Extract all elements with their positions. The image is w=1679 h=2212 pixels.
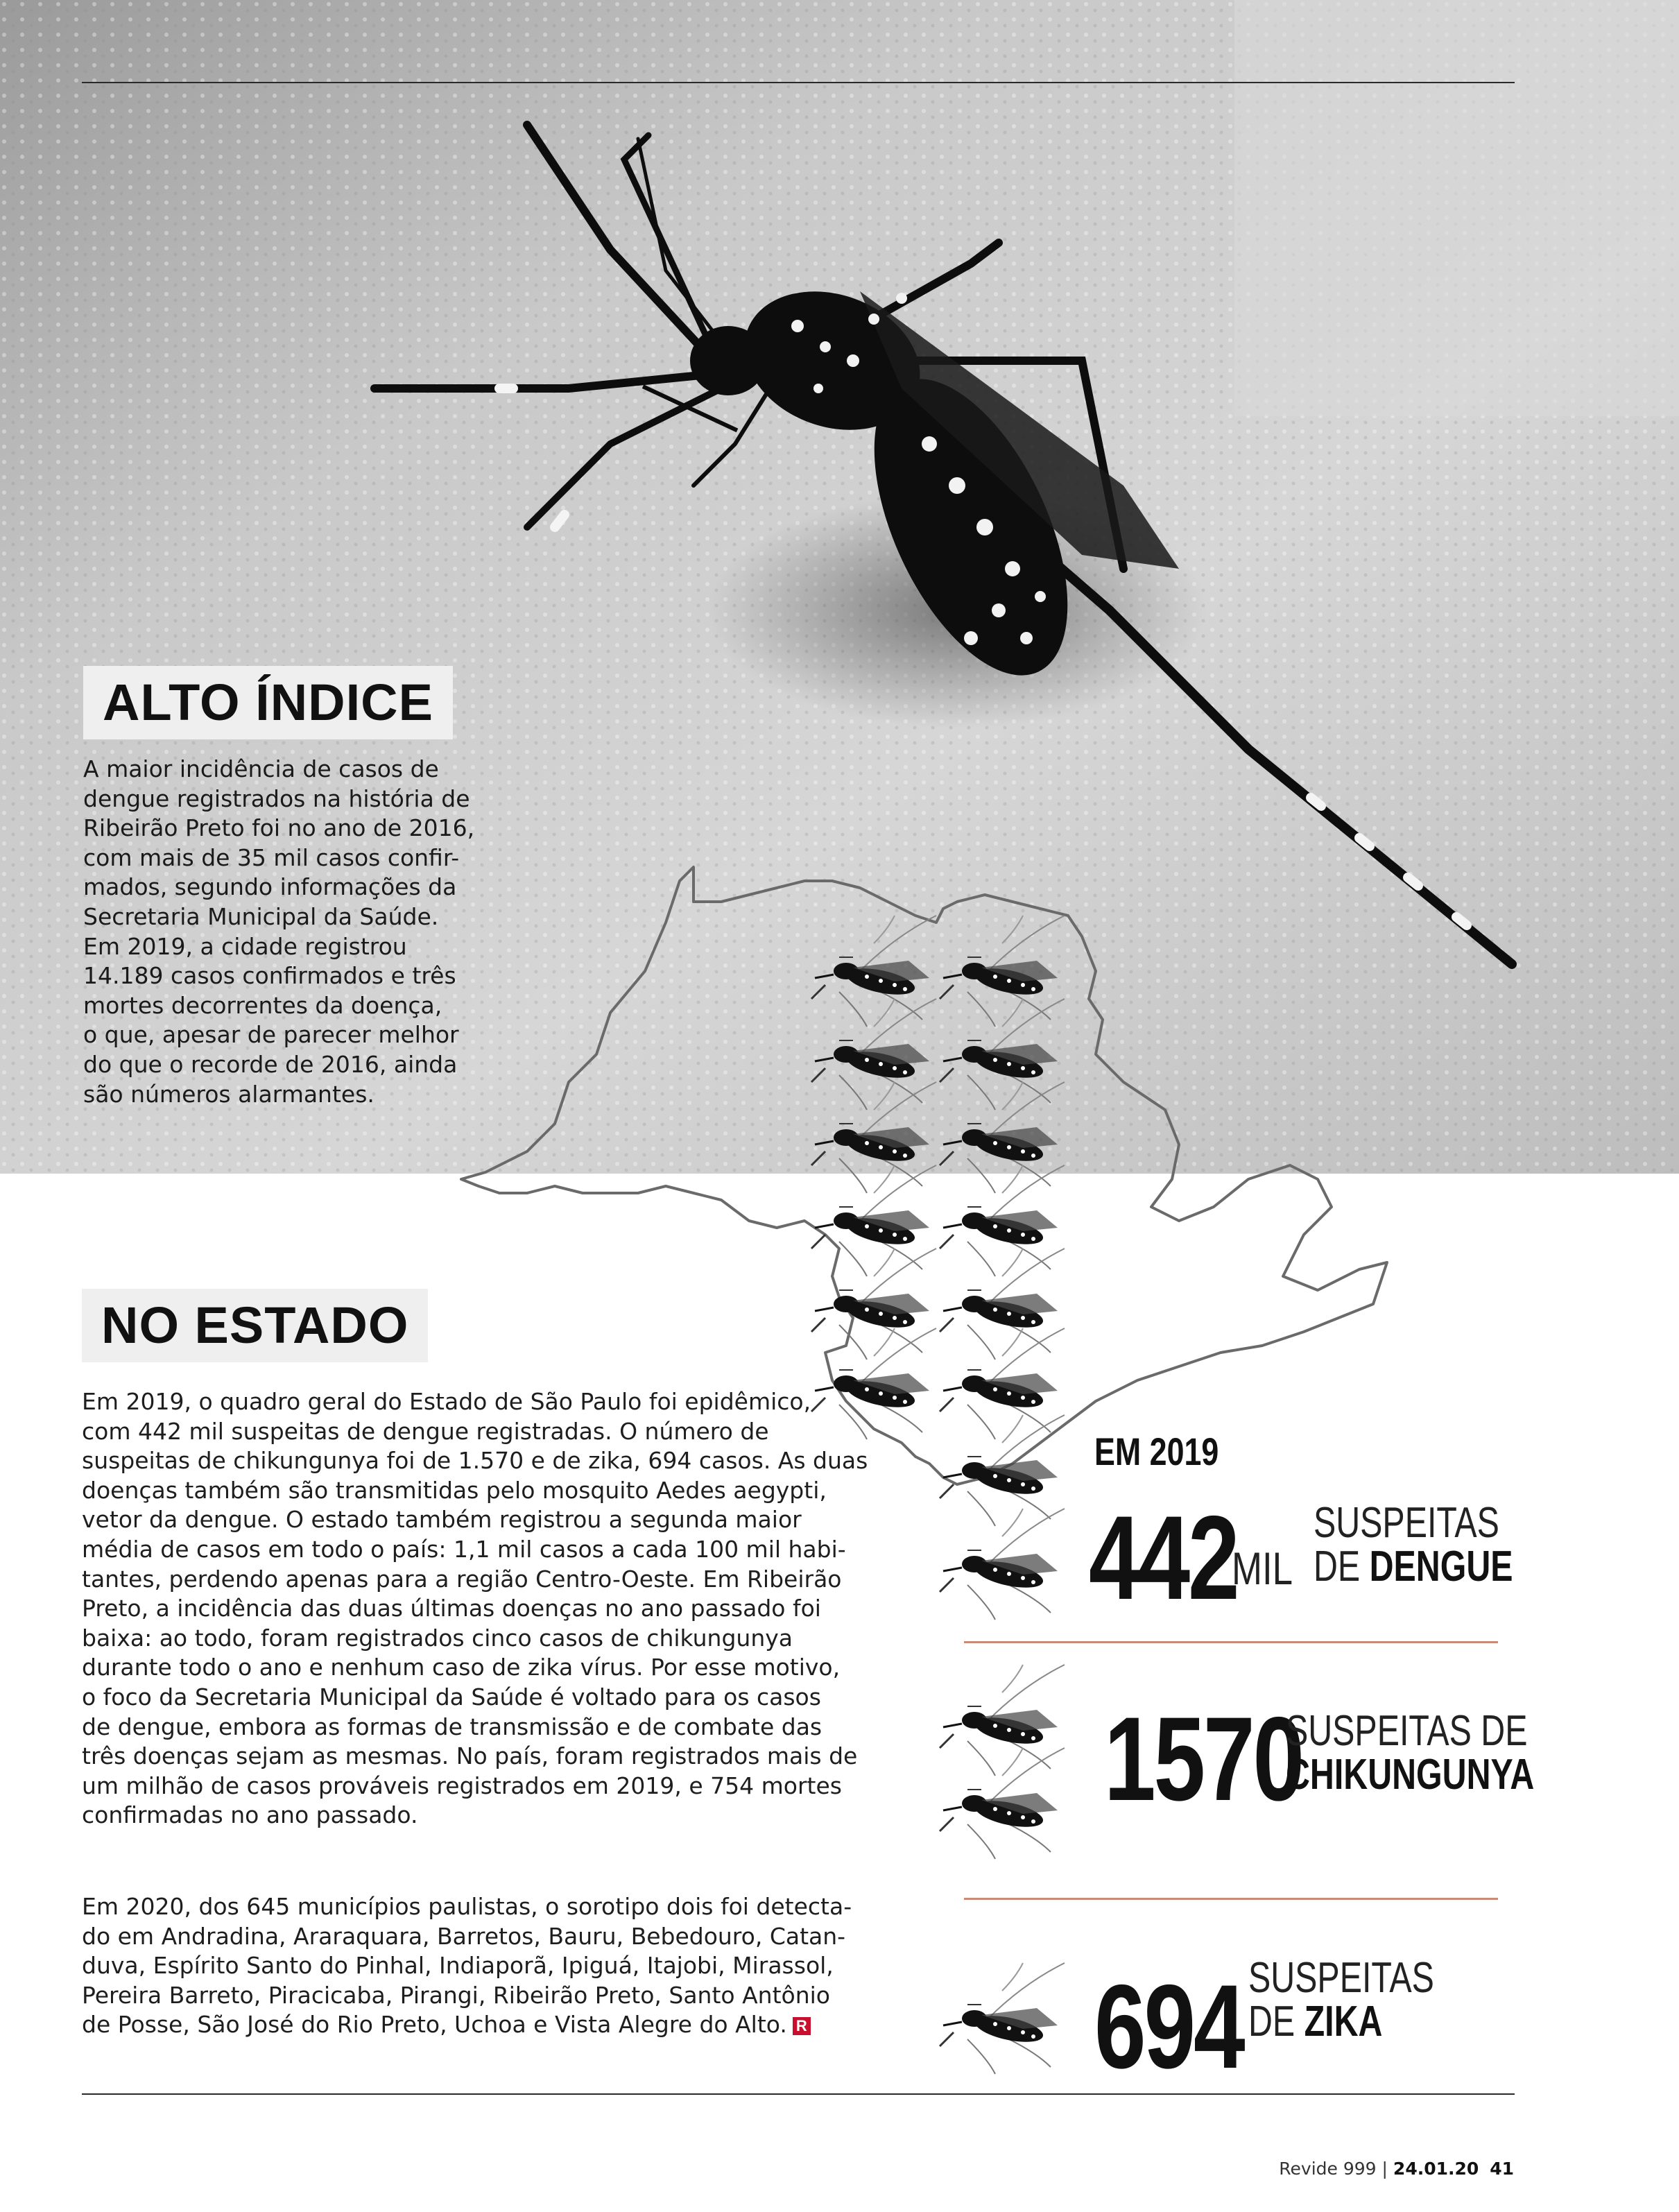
text-line: duva, Espírito Santo do Pinhal, Indiaporã, Ipiguá, Itajobi, Mirassol, (82, 1952, 834, 1980)
text-line: Em 2019, a cidade registrou (83, 932, 407, 960)
text-line: mortes decorrentes da doença, (83, 991, 442, 1019)
bottom-rule (82, 2093, 1515, 2095)
text-line: suspeitas de chikungunya foi de 1.570 e de zika, 694 casos. As duas (82, 1447, 868, 1475)
text-line: do em Andradina, Araraquara, Barretos, Bauru, Bebedouro, Catan- (82, 1922, 846, 1950)
mosquito-icon (811, 916, 936, 1027)
end-mark-icon: R (793, 2017, 811, 2035)
text-line: confirmadas no ano passado. (82, 1801, 418, 1829)
chikungunya-label-line1: SUSPEITAS DE (1286, 1707, 1528, 1755)
zika-label-line1: SUSPEITAS (1248, 1954, 1434, 2002)
text-line: com 442 mil suspeitas de dengue registradas. O número de (82, 1417, 769, 1445)
no-estado-paragraph-1 (82, 1387, 868, 1831)
text-line: o que, apesar de parecer melhor (83, 1021, 459, 1049)
mosquito-icon (940, 1509, 1065, 1620)
text-line: durante todo o ano e nenhum caso de zika vírus. Por esse motivo, (82, 1654, 841, 1681)
dengue-unit: MIL (1232, 1543, 1293, 1594)
text-line: Em 2019, o quadro geral do Estado de São Paulo foi epidêmico, (82, 1388, 811, 1415)
no-estado-heading: NO ESTADO (82, 1289, 428, 1362)
text-line: 14.189 casos confirmados e três (83, 962, 456, 990)
text-line: vetor da dengue. O estado também registrou a segunda maior (82, 1506, 802, 1534)
text-line: Ribeirão Preto foi no ano de 2016, (83, 814, 475, 842)
dengue-number: 442 (1089, 1491, 1238, 1624)
text-line: média de casos em todo o país: 1,1 mil casos a cada 100 mil habi- (82, 1535, 846, 1563)
text-line: Preto, a incidência das duas últimas doenças no ano passado foi (82, 1595, 821, 1622)
text-line: Pereira Barreto, Piracicaba, Pirangi, Ribeirão Preto, Santo Antônio (82, 1981, 830, 2009)
mosquito-icon (940, 1963, 1065, 2074)
alto-indice-heading: ALTO ÍNDICE (83, 666, 453, 739)
zika-label-bold: ZIKA (1304, 1998, 1383, 2046)
text-line: mados, segundo informações da (83, 873, 457, 901)
mosquito-icon (940, 1328, 1065, 1439)
alto-indice-text (83, 755, 474, 1109)
text-line: dengue registrados na história de (83, 785, 470, 812)
chikungunya-label (1286, 1709, 1534, 1797)
text-line: um milhão de casos prováveis registrados em 2019, e 754 mortes (82, 1772, 842, 1799)
chikungunya-number: 1570 (1104, 1692, 1302, 1826)
text-line: do que o recorde de 2016, ainda (83, 1050, 458, 1078)
text-line: doenças também são transmitidas pelo mosquito Aedes aegypti, (82, 1476, 827, 1504)
zika-label (1248, 1954, 1434, 2046)
chikungunya-label-bold: CHIKUNGUNYA (1286, 1751, 1535, 1799)
separator-2 (964, 1898, 1498, 1900)
text-line: tantes, perdendo apenas para a região Centro-Oeste. Em Ribeirão (82, 1565, 842, 1593)
text-line: de Posse, São José do Rio Preto, Uchoa e Vista Alegre do Alto. R (82, 2010, 852, 2040)
dengue-label-line1: SUSPEITAS (1314, 1499, 1499, 1547)
mosquito-icon (940, 916, 1065, 1027)
magazine-name: Revide 999 (1279, 2159, 1377, 2179)
dengue-label-prefix: DE (1314, 1543, 1370, 1591)
text-line: com mais de 35 mil casos confir- (83, 843, 460, 871)
text-line: A maior incidência de casos de (83, 755, 439, 782)
dengue-label-bold: DENGUE (1369, 1543, 1513, 1591)
text-line: baixa: ao todo, foram registrados cinco casos de chikungunya (82, 1624, 793, 1652)
text-line: são números alarmantes. (83, 1080, 374, 1108)
zika-label-prefix: DE (1248, 1998, 1305, 2046)
page-number: 41 (1490, 2159, 1514, 2179)
zika-number: 694 (1094, 1960, 1243, 2093)
text-line: de dengue, embora as formas de transmissão e de combate das (82, 1713, 823, 1740)
year-label: EM 2019 (1094, 1430, 1219, 1473)
page-footer (1279, 2159, 1514, 2179)
text-line: três doenças sejam as mesmas. No país, foram registrados mais de (82, 1742, 858, 1770)
issue-date: 24.01.20 (1393, 2159, 1479, 2179)
footer-separator: | (1381, 2159, 1388, 2179)
text-line: Em 2020, dos 645 municípios paulistas, o sorotipo dois foi detecta- (82, 1893, 852, 1920)
separator-1 (964, 1641, 1498, 1643)
text-line: o foco da Secretaria Municipal da Saúde é voltado para os casos (82, 1683, 821, 1711)
mosquito-icon (940, 1665, 1065, 1776)
no-estado-paragraph-2 (82, 1892, 852, 2040)
mosquito-icon (940, 1415, 1065, 1526)
dengue-label (1314, 1499, 1513, 1591)
text-line: Secretaria Municipal da Saúde. (83, 902, 439, 930)
